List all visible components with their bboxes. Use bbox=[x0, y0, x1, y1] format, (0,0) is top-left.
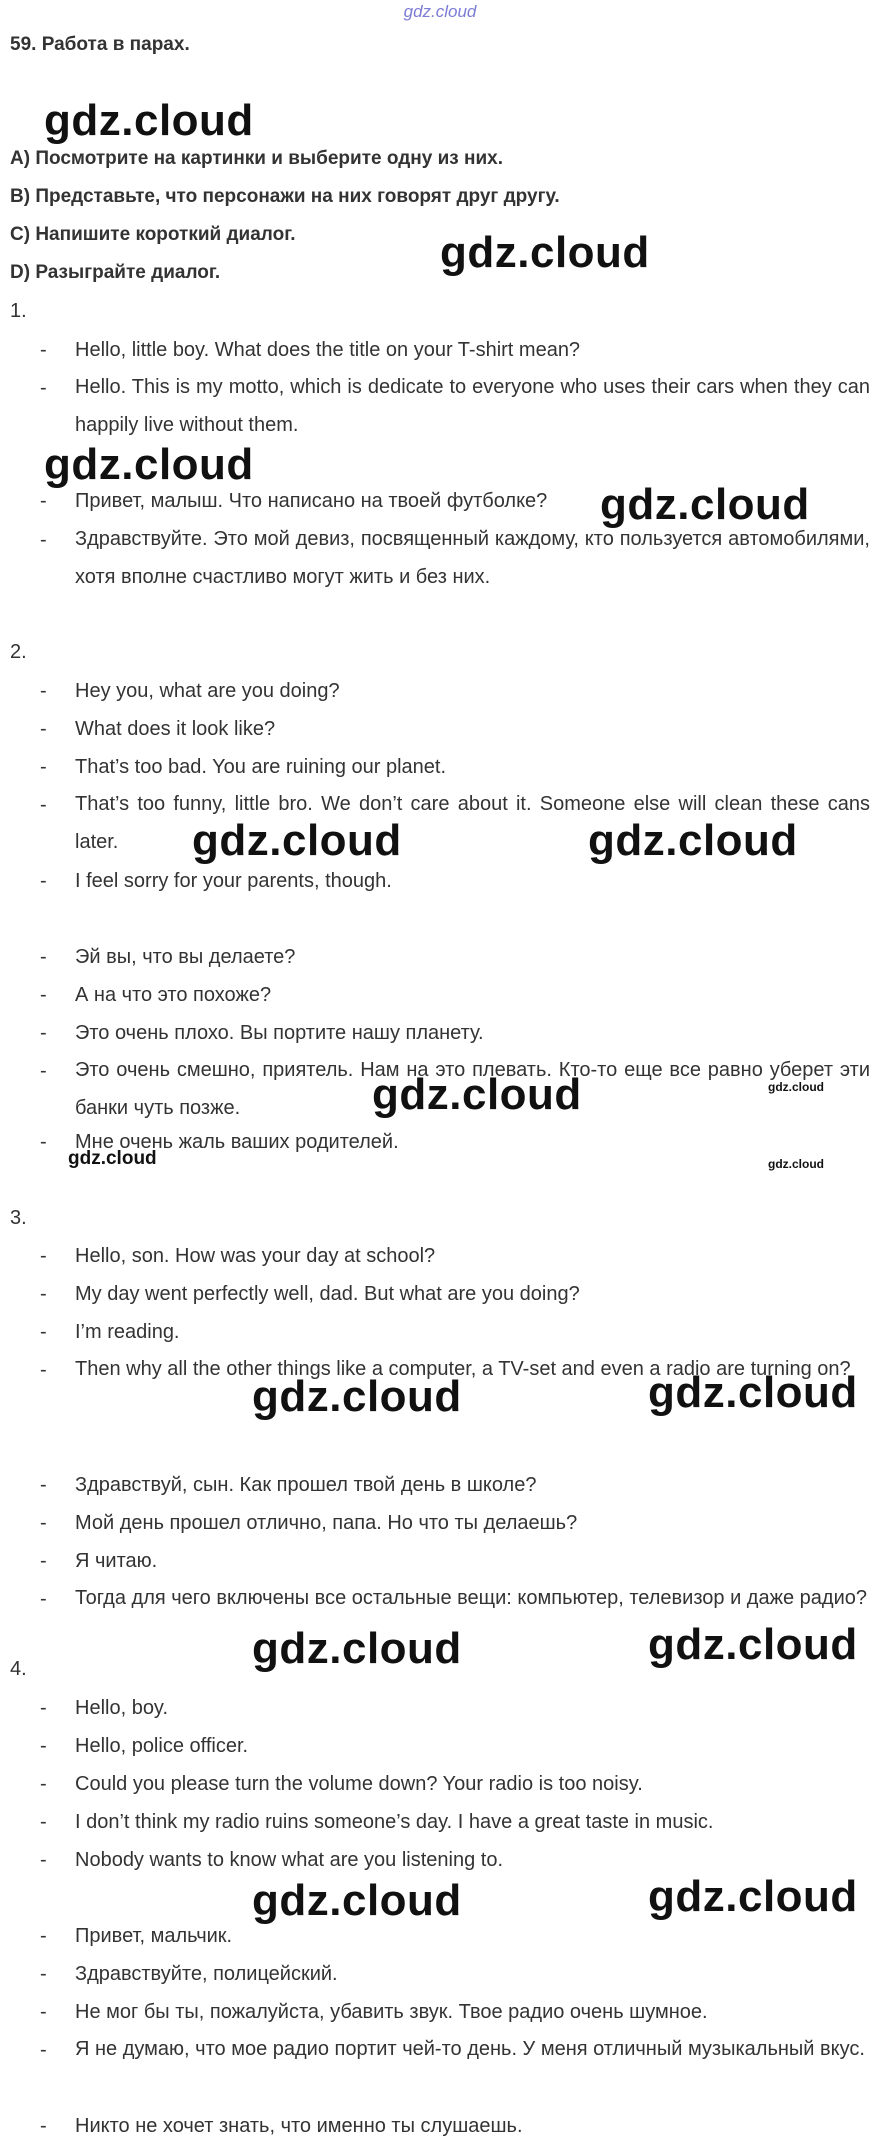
dialog-dash: - bbox=[40, 794, 47, 816]
dialog-dash: - bbox=[40, 680, 47, 702]
dialog-line: Это очень плохо. Вы портите нашу планету. bbox=[75, 1022, 484, 1044]
watermark: gdz.cloud bbox=[68, 1148, 157, 1169]
dialog-line: Тогда для чего включены все остальные вещи: компьютер, телевизор и даже радио? bbox=[75, 1587, 867, 1609]
dialog-line: Hello, little boy. What does the title on your T-shirt mean? bbox=[75, 339, 581, 361]
watermark: gdz.cloud bbox=[648, 1368, 858, 1417]
dialog-line: Эй вы, что вы делаете? bbox=[75, 946, 296, 968]
watermark: gdz.cloud bbox=[252, 1372, 462, 1421]
dialog-dash: - bbox=[40, 718, 47, 740]
dialog-line: Здравствуйте. Это мой девиз, посвященный каждому, кто пользуется автомобилями, хотя вполне счастливо могут жить и без них. bbox=[75, 528, 870, 588]
dialog-line: Я читаю. bbox=[75, 1550, 158, 1572]
dialog-dash: - bbox=[40, 1588, 47, 1610]
dialog-line: Я не думаю, что мое радио портит чей-то день. У меня отличный музыкальный вкус. bbox=[75, 2038, 865, 2060]
dialog-dash: - bbox=[40, 529, 47, 551]
task-title: 59. Работа в парах. bbox=[10, 34, 190, 55]
dialog-line: Hello, son. How was your day at school? bbox=[75, 1245, 436, 1267]
watermark: gdz.cloud bbox=[648, 1620, 858, 1669]
dialog-line: That’s too bad. You are ruining our planet. bbox=[75, 756, 447, 778]
watermark: gdz.cloud bbox=[252, 1624, 462, 1673]
dialog-line: My day went perfectly well, dad. But what are you doing? bbox=[75, 1283, 580, 1305]
dialog-line: Мне очень жаль ваших родителей. bbox=[75, 1131, 399, 1153]
dialog-dash: - bbox=[40, 1022, 47, 1044]
dialog-dash: - bbox=[40, 1245, 47, 1267]
dialog-line: А на что это похоже? bbox=[75, 984, 272, 1006]
dialog-number: 1. bbox=[10, 300, 27, 322]
watermark: gdz.cloud bbox=[372, 1070, 582, 1119]
dialog-number: 2. bbox=[10, 641, 27, 663]
dialog-dash: - bbox=[40, 1773, 47, 1795]
watermark: gdz.cloud bbox=[44, 96, 254, 145]
dialog-dash: - bbox=[40, 1060, 47, 1082]
dialog-dash: - bbox=[40, 377, 47, 399]
dialog-dash: - bbox=[40, 1849, 47, 1871]
dialog-dash: - bbox=[40, 1925, 47, 1947]
dialog-dash: - bbox=[40, 490, 47, 512]
watermark: gdz.cloud bbox=[192, 816, 402, 865]
instruction-d: D) Разыграйте диалог. bbox=[10, 262, 221, 283]
instruction-b: B) Представьте, что персонажи на них говорят друг другу. bbox=[10, 186, 560, 207]
dialog-line: I’m reading. bbox=[75, 1321, 180, 1343]
dialog-line: Nobody wants to know what are you listening to. bbox=[75, 1849, 504, 1871]
dialog-dash: - bbox=[40, 1512, 47, 1534]
dialog-line: Здравствуйте, полицейский. bbox=[75, 1963, 338, 1985]
dialog-line: Это очень смешно, приятель. Нам на это плевать. Кто-то еще все равно уберет эти банки чуть позже. bbox=[75, 1059, 870, 1119]
dialog-dash: - bbox=[40, 946, 47, 968]
dialog-dash: - bbox=[40, 1321, 47, 1343]
dialog-line: What does it look like? bbox=[75, 718, 276, 740]
dialog-number: 3. bbox=[10, 1207, 27, 1229]
watermark: gdz.cloud bbox=[768, 1080, 824, 1094]
dialog-line: Здравствуй, сын. Как прошел твой день в школе? bbox=[75, 1474, 537, 1496]
dialog-line: Hello, boy. bbox=[75, 1697, 169, 1719]
dialog-dash: - bbox=[40, 1811, 47, 1833]
dialog-dash: - bbox=[40, 2001, 47, 2023]
dialog-dash: - bbox=[40, 1474, 47, 1496]
watermark: gdz.cloud bbox=[600, 480, 810, 529]
dialog-line: Никто не хочет знать, что именно ты слушаешь. bbox=[75, 2115, 523, 2137]
dialog-line: Then why all the other things like a computer, a TV-set and even a radio are turning on? bbox=[75, 1358, 851, 1380]
dialog-line: Мой день прошел отлично, папа. Но что ты делаешь? bbox=[75, 1512, 578, 1534]
dialog-dash: - bbox=[40, 1359, 47, 1381]
dialog-line: Hello, police officer. bbox=[75, 1735, 249, 1757]
dialog-dash: - bbox=[40, 1131, 47, 1153]
dialog-line: That’s too funny, little bro. We don’t care about it. Someone else will clean these cans later. bbox=[75, 793, 870, 853]
dialog-line: I don’t think my radio ruins someone’s day. I have a great taste in music. bbox=[75, 1811, 714, 1833]
dialog-dash: - bbox=[40, 870, 47, 892]
instruction-c: C) Напишите короткий диалог. bbox=[10, 224, 296, 245]
watermark: gdz.cloud bbox=[252, 1876, 462, 1925]
watermark: gdz.cloud bbox=[44, 440, 254, 489]
dialog-line: Hey you, what are you doing? bbox=[75, 680, 340, 702]
dialog-dash: - bbox=[40, 1963, 47, 1985]
site-header-label[interactable]: gdz.cloud bbox=[403, 2, 477, 21]
instruction-a: A) Посмотрите на картинки и выберите одну из них. bbox=[10, 148, 504, 169]
dialog-dash: - bbox=[40, 1697, 47, 1719]
dialog-dash: - bbox=[40, 1550, 47, 1572]
dialog-number: 4. bbox=[10, 1658, 27, 1680]
watermark: gdz.cloud bbox=[440, 228, 650, 277]
dialog-dash: - bbox=[40, 1735, 47, 1757]
dialog-line: Привет, мальчик. bbox=[75, 1925, 233, 1947]
dialog-line: Привет, малыш. Что написано на твоей футболке? bbox=[75, 490, 548, 512]
dialog-line: Could you please turn the volume down? Your radio is too noisy. bbox=[75, 1773, 643, 1795]
watermark: gdz.cloud bbox=[648, 1872, 858, 1921]
dialog-dash: - bbox=[40, 1283, 47, 1305]
dialog-dash: - bbox=[40, 2039, 47, 2061]
dialog-dash: - bbox=[40, 756, 47, 778]
dialog-dash: - bbox=[40, 984, 47, 1006]
watermark: gdz.cloud bbox=[768, 1157, 824, 1171]
dialog-line: I feel sorry for your parents, though. bbox=[75, 870, 392, 892]
dialog-line: Не мог бы ты, пожалуйста, убавить звук. Твое радио очень шумное. bbox=[75, 2001, 708, 2023]
watermark: gdz.cloud bbox=[588, 816, 798, 865]
dialog-dash: - bbox=[40, 339, 47, 361]
dialog-line: Hello. This is my motto, which is dedicate to everyone who uses their cars when they can happily live without them. bbox=[75, 376, 870, 436]
dialog-dash: - bbox=[40, 2115, 47, 2137]
